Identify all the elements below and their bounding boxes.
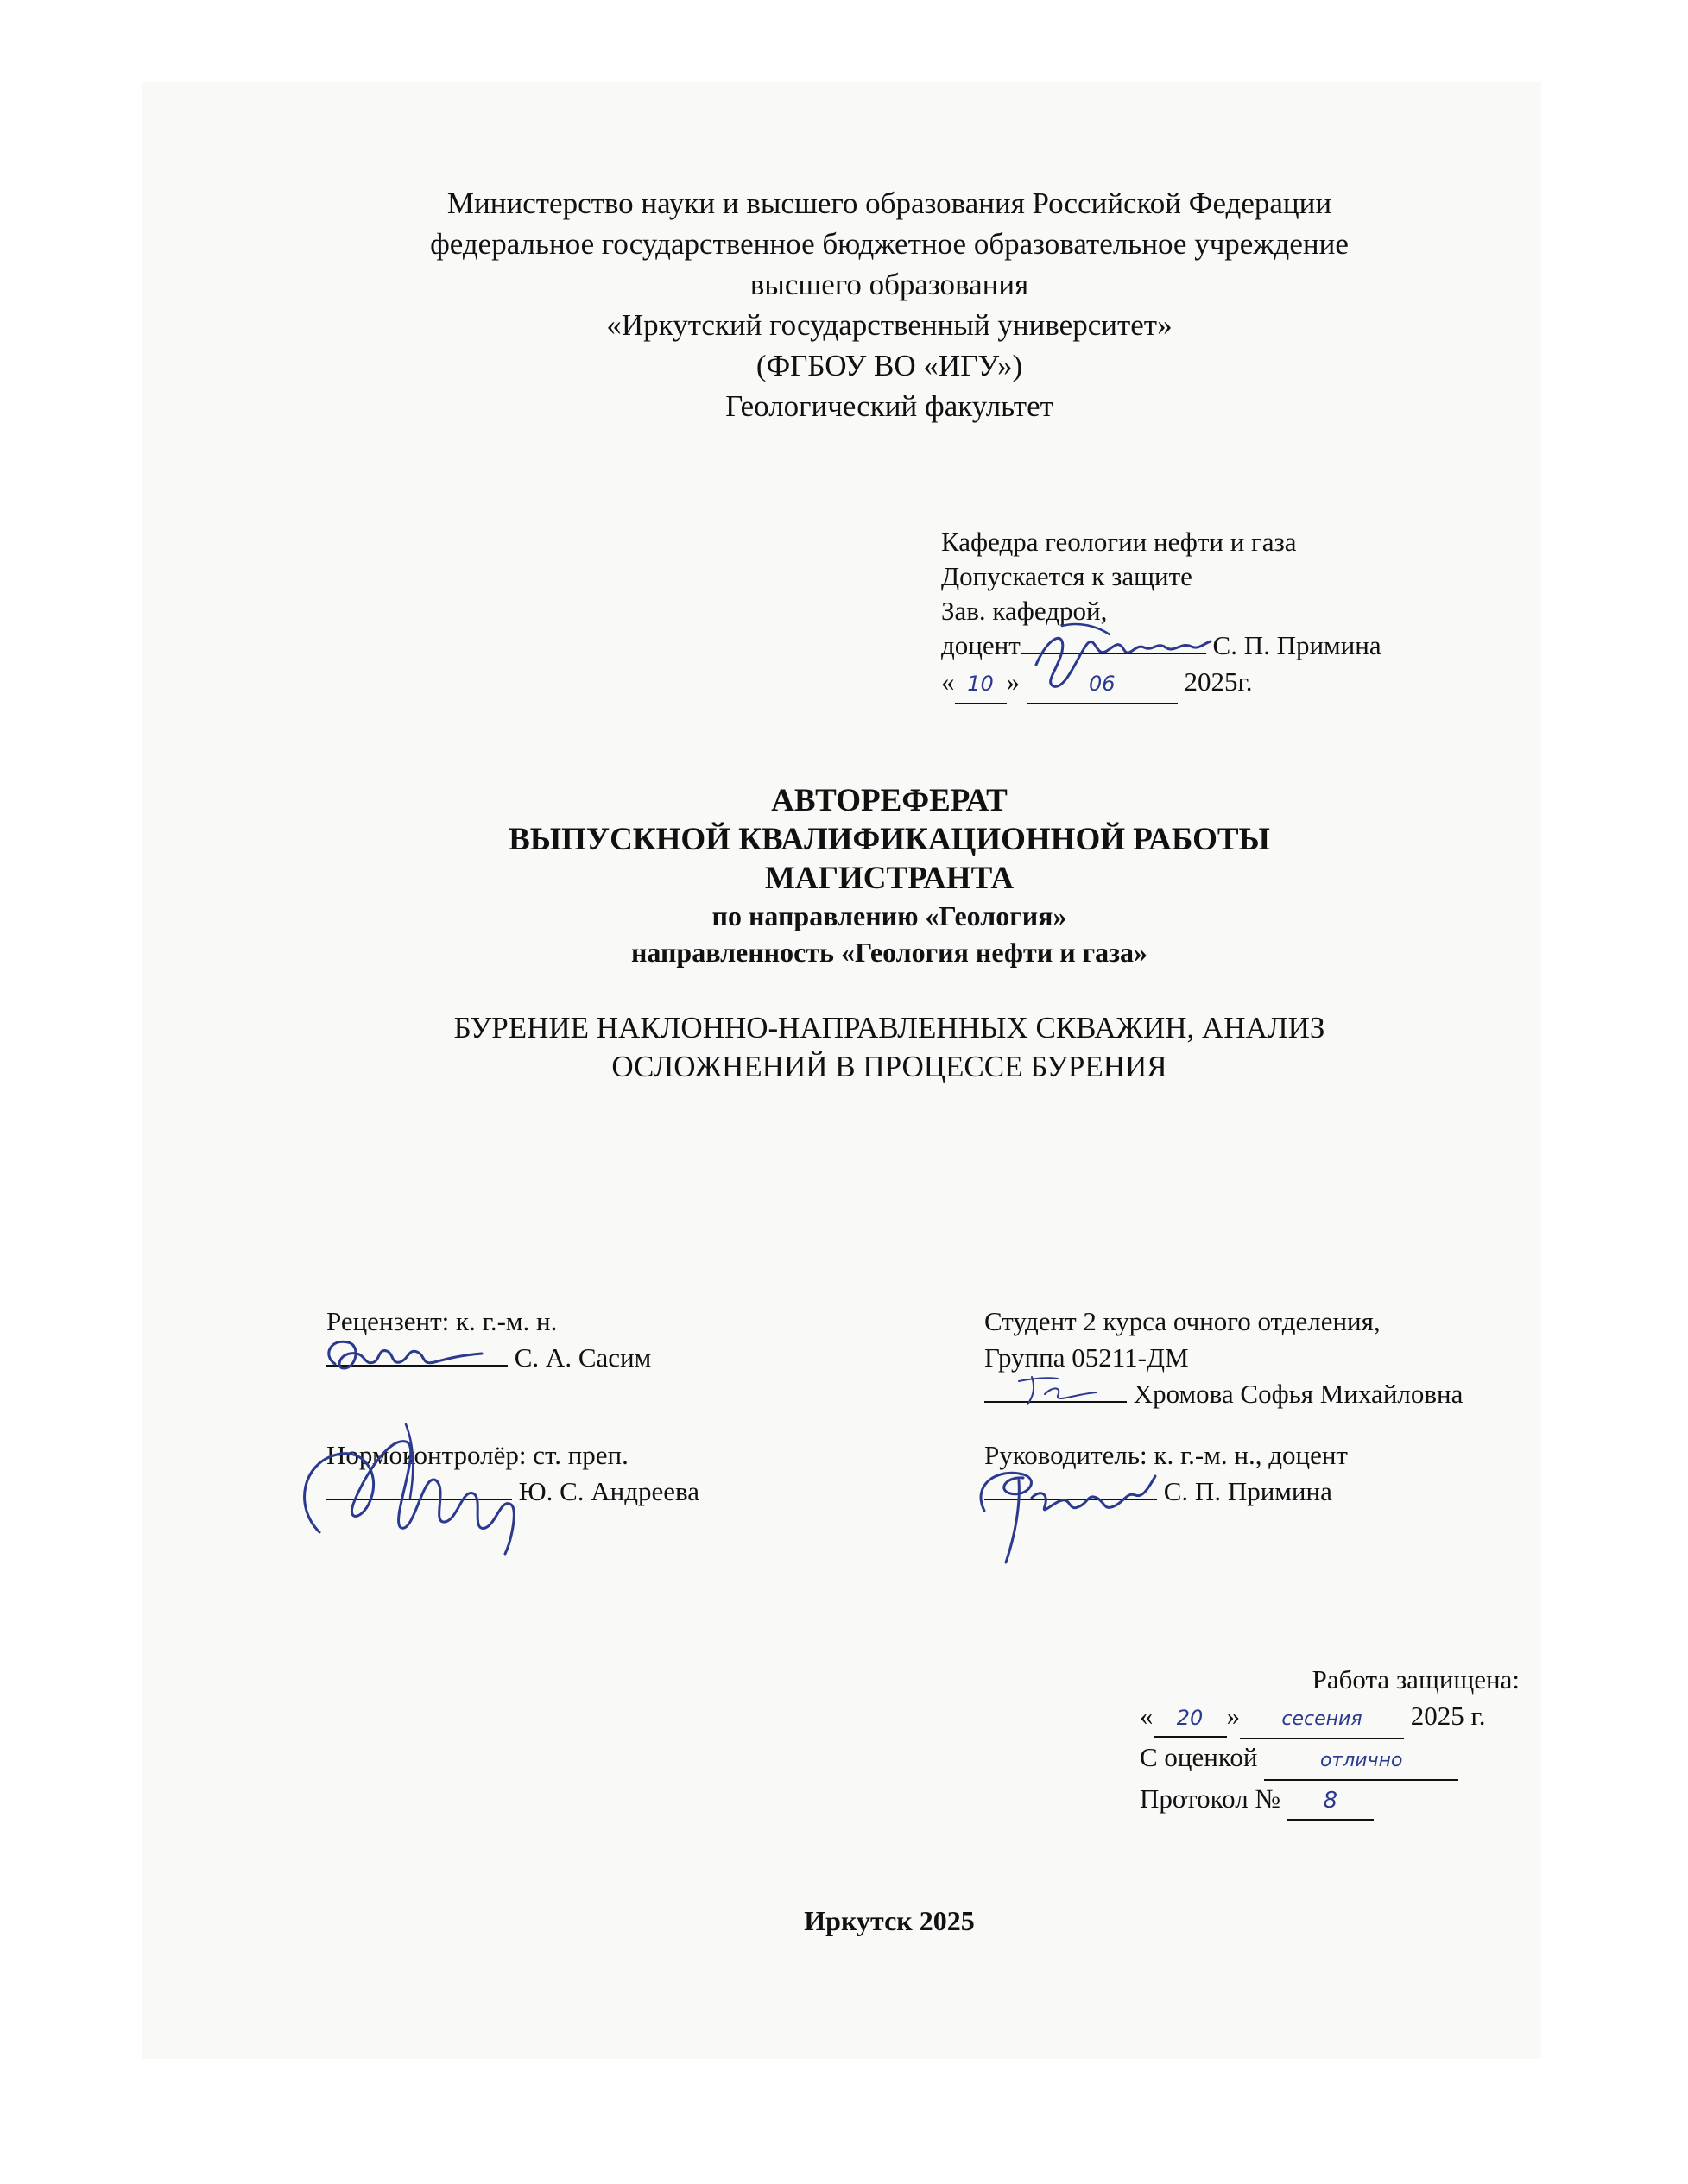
title-block	[285, 781, 1494, 970]
topic-line-2: ОСЛОЖНЕНИЙ В ПРОЦЕССЕ БУРЕНИЯ	[611, 1050, 1167, 1083]
defense-quote-open: «	[1140, 1701, 1154, 1731]
department-line: Кафедра геологии нефти и газа	[941, 527, 1297, 557]
protocol-blank	[1287, 1781, 1374, 1821]
normcontrol-signature	[285, 1411, 544, 1558]
education-level-line: высшего образования	[749, 268, 1029, 301]
normcontrol-name: Ю. С. Андреева	[518, 1476, 700, 1506]
reviewer-signature	[318, 1329, 490, 1381]
approval-year: 2025г.	[1184, 666, 1253, 697]
city-year-footer	[285, 1901, 1494, 1941]
institution-type-line: федеральное государственное бюджетное образовательное учреждение	[430, 227, 1349, 261]
head-line: Зав. кафедрой,	[941, 596, 1108, 626]
grade-handwritten: отлично	[1319, 1750, 1403, 1771]
reviewer-label: Рецензент: к. г.-м. н.	[326, 1306, 558, 1336]
student-group: Группа 05211-ДМ	[984, 1342, 1189, 1373]
supervisor-name: С. П. Примина	[1163, 1476, 1332, 1506]
defense-month-handwritten: сесения	[1281, 1708, 1362, 1730]
date-quote-open: «	[941, 666, 955, 697]
defense-quote-close: »	[1226, 1701, 1240, 1731]
defense-block	[1140, 1662, 1528, 1821]
university-abbr: (ФГБОУ ВО «ИГУ»)	[755, 349, 1023, 382]
admitted-line: Допускается к защите	[941, 561, 1192, 591]
defense-day-handwritten: 20	[1176, 1706, 1204, 1730]
date-quote-close: »	[1006, 666, 1020, 697]
city-year: Иркутск 2025	[804, 1905, 975, 1936]
defense-date-line	[1140, 1698, 1528, 1739]
normcontrol-label: Нормоконтролёр: ст. преп.	[326, 1440, 629, 1470]
head-position: доцент	[941, 630, 1021, 660]
day-blank	[955, 663, 1007, 704]
grade-label: С оценкой	[1140, 1742, 1258, 1772]
defense-day-blank	[1154, 1698, 1227, 1738]
university-name: «Иркутский государственный университет»	[606, 308, 1173, 342]
student-label: Студент 2 курса очного отделения,	[984, 1306, 1381, 1336]
title-work-type: ВЫПУСКНОЙ КВАЛИФИКАЦИОННОЙ РАБОТЫ	[509, 822, 1270, 857]
protocol-label: Протокол №	[1140, 1783, 1280, 1814]
protocol-handwritten: 8	[1323, 1788, 1338, 1814]
thesis-topic	[285, 1008, 1494, 1086]
student-name: Хромова Софья Михайловна	[1133, 1379, 1464, 1409]
grade-line	[1140, 1739, 1528, 1781]
title-abstract: АВТОРЕФЕРАТ	[771, 783, 1008, 818]
grade-blank	[1264, 1739, 1458, 1781]
ministry-line: Министерство науки и высшего образования Российской Федерации	[446, 186, 1332, 220]
head-signature	[1027, 617, 1217, 695]
title-degree: МАГИСТРАНТА	[764, 861, 1015, 896]
head-name: С. П. Примина	[1212, 630, 1381, 660]
supervisor-label: Руководитель: к. г.-м. н., доцент	[984, 1440, 1348, 1470]
title-direction: по направлению «Геология»	[711, 900, 1067, 931]
faculty-name: Геологический факультет	[725, 389, 1053, 423]
approval-day-handwritten: 10	[967, 672, 994, 696]
defense-label: Работа защищена:	[1312, 1664, 1520, 1695]
student-signature	[1006, 1368, 1110, 1411]
defense-year: 2025 г.	[1410, 1701, 1486, 1731]
approval-month-handwritten: 06	[1088, 672, 1116, 696]
supervisor-signature	[958, 1459, 1166, 1571]
topic-line-1: БУРЕНИЕ НАКЛОННО-НАПРАВЛЕННЫХ СКВАЖИН, АНАЛИЗ	[453, 1011, 1325, 1045]
institution-header	[285, 183, 1494, 426]
title-specialization: направленность «Геология нефти и газа»	[630, 937, 1148, 968]
defense-month-blank	[1240, 1698, 1404, 1739]
protocol-line	[1140, 1781, 1528, 1821]
reviewer-name: С. А. Сасим	[514, 1342, 652, 1373]
